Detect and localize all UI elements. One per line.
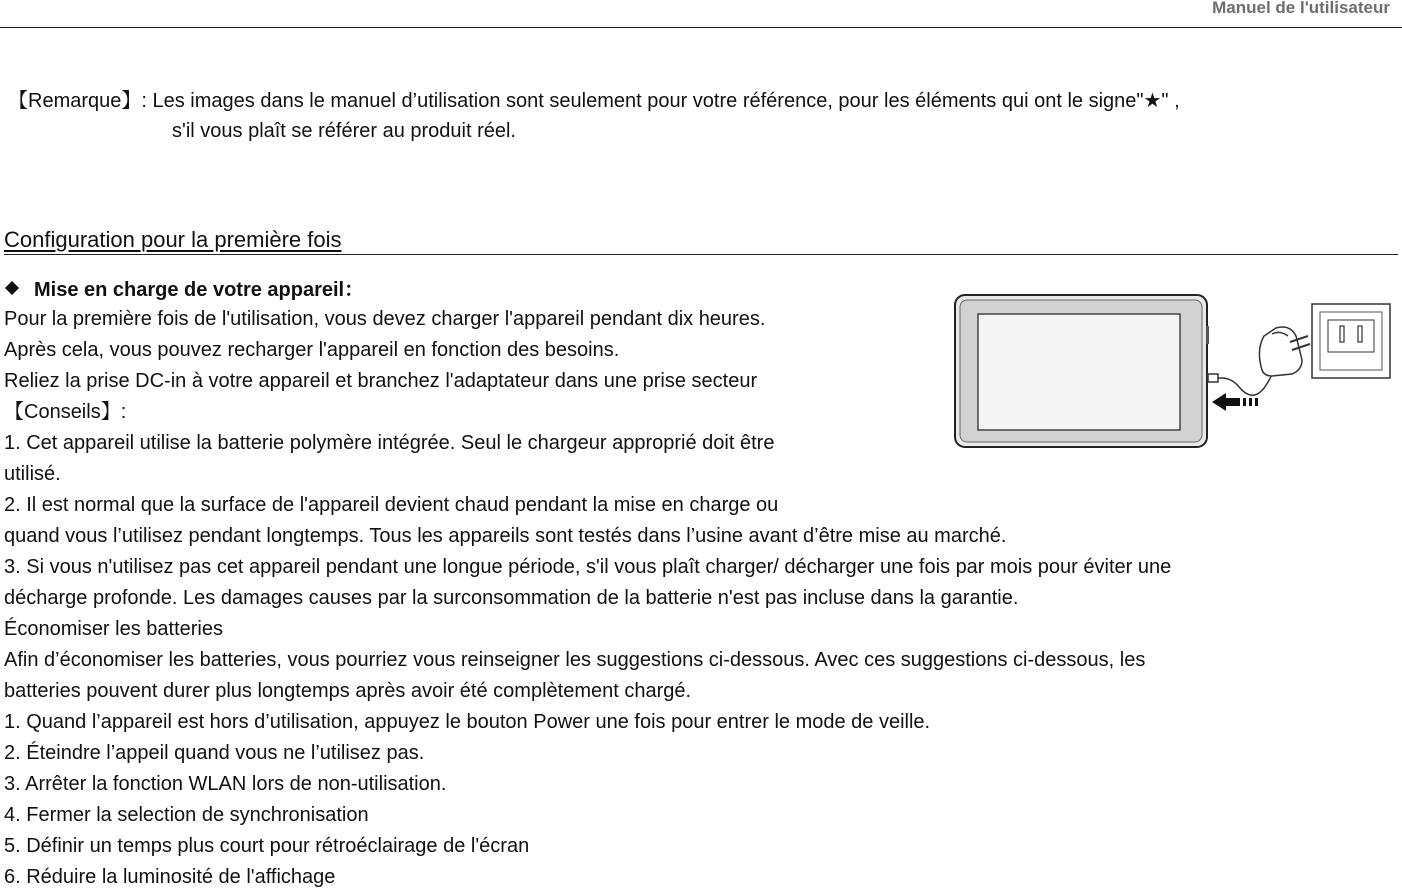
page-header-title: Manuel de l'utilisateur xyxy=(1212,0,1390,17)
tablet-icon xyxy=(955,295,1209,447)
section-heading xyxy=(4,226,1398,255)
text-line: utilisé. xyxy=(4,463,61,485)
text-line: 2. Éteindre l’appeil quand vous ne l’utilisez pas. xyxy=(4,742,425,764)
charger-icon xyxy=(1208,327,1310,395)
remark-line-2: s'il vous plaît se référer au produit réel. xyxy=(172,120,516,142)
wall-socket-icon xyxy=(1312,304,1390,378)
text-line: Pour la première fois de l'utilisation, vous devez charger l'appareil pendant dix heures. xyxy=(4,308,766,330)
text-line: 1. Quand l’appareil est hors d’utilisation, appuyez le bouton Power une fois pour entrer le mode de veille. xyxy=(4,711,931,733)
text-line: décharge profonde. Les damages causes par la surconsommation de la batterie n'est pas incluse dans la garantie. xyxy=(4,587,1019,609)
subsection-heading xyxy=(4,276,364,304)
text-line: 【Conseils】: xyxy=(4,401,127,423)
diamond-icon xyxy=(4,276,34,304)
charging-illustration xyxy=(950,290,1400,455)
remark-line-1: 【Remarque】: Les images dans le manuel d’utilisation sont seulement pour votre référence, pour les éléments qui ont le signe"★" , xyxy=(8,90,1180,112)
text-line: Économiser les batteries xyxy=(4,618,223,640)
subsection-title: Mise en charge de votre appareil： xyxy=(34,279,365,301)
section-title: Configuration pour la première fois xyxy=(4,227,342,252)
text-line: 3. Si vous n'utilisez pas cet appareil pendant une longue période, s'il vous plaît charger/ décharger une fois par mois pour éviter une xyxy=(4,556,1172,578)
header-rule xyxy=(0,27,1402,28)
text-line: quand vous l’utilisez pendant longtemps. Tous les appareils sont testés dans l’usine avant d’être mise au marché. xyxy=(4,525,1007,547)
text-line: Reliez la prise DC-in à votre appareil et branchez l'adaptateur dans une prise secteur xyxy=(4,370,758,392)
text-line: Après cela, vous pouvez recharger l'appareil en fonction des besoins. xyxy=(4,339,620,361)
text-line: batteries pouvent durer plus longtemps après avoir été complètement chargé. xyxy=(4,680,692,702)
text-line: Afin d’économiser les batteries, vous pourriez vous reinseigner les suggestions ci-dessous. Avec ces suggestions ci-dessous, les xyxy=(4,649,1146,671)
text-line: 2. Il est normal que la surface de l'appareil devient chaud pendant la mise en charge ou xyxy=(4,494,779,516)
remark-block xyxy=(8,86,1402,146)
text-line: 1. Cet appareil utilise la batterie polymère intégrée. Seul le chargeur approprié doit être xyxy=(4,432,775,454)
text-line: 3. Arrêter la fonction WLAN lors de non-utilisation. xyxy=(4,773,447,795)
text-line: 4. Fermer la selection de synchronisation xyxy=(4,804,369,826)
text-line: 6. Réduire la luminosité de l'affichage xyxy=(4,866,336,888)
text-line: 5. Définir un temps plus court pour rétroéclairage de l'écran xyxy=(4,835,530,857)
